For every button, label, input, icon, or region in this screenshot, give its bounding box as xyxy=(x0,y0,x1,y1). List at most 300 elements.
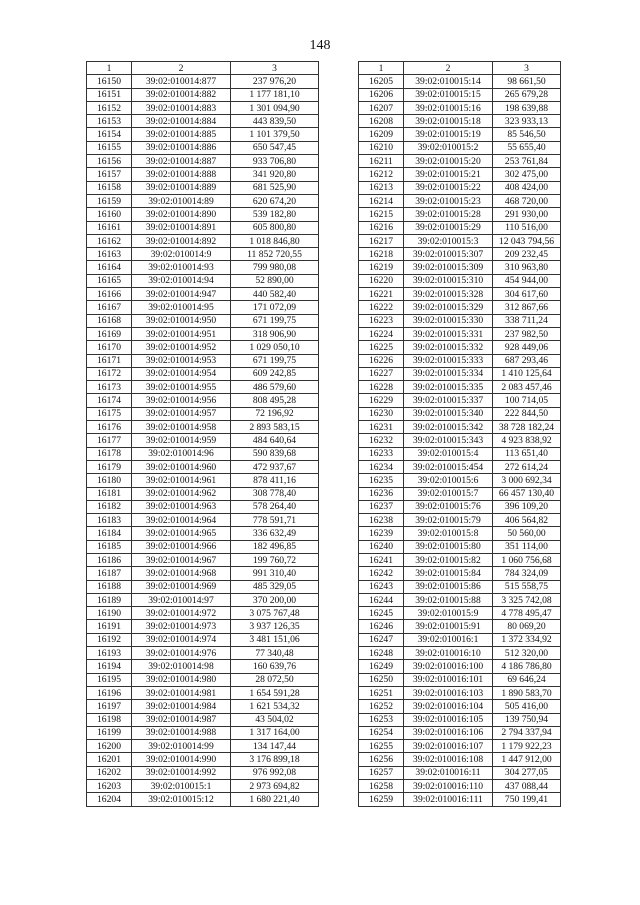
table-row xyxy=(87,274,319,287)
cell-row-number: 16245 xyxy=(359,607,404,620)
table-row xyxy=(87,141,319,154)
cell-cadastral-number: 39:02:010014:960 xyxy=(132,460,231,473)
table-row xyxy=(359,607,561,620)
table-row xyxy=(87,660,319,673)
cell-value: 50 560,00 xyxy=(493,527,561,540)
cell-value: 77 340,48 xyxy=(231,647,319,660)
cell-row-number: 16153 xyxy=(87,115,132,128)
cell-value: 318 906,90 xyxy=(231,327,319,340)
table-row xyxy=(359,301,561,314)
cell-row-number: 16151 xyxy=(87,88,132,101)
cell-row-number: 16194 xyxy=(87,660,132,673)
table-row xyxy=(87,314,319,327)
cell-cadastral-number: 39:02:010014:964 xyxy=(132,514,231,527)
cell-value: 1 447 912,00 xyxy=(493,753,561,766)
cell-cadastral-number: 39:02:010016:11 xyxy=(404,766,493,779)
cell-value: 302 475,00 xyxy=(493,168,561,181)
cell-row-number: 16248 xyxy=(359,647,404,660)
cell-cadastral-number: 39:02:010015:334 xyxy=(404,367,493,380)
cell-cadastral-number: 39:02:010015:88 xyxy=(404,593,493,606)
cell-value: 139 750,94 xyxy=(493,713,561,726)
table-row xyxy=(87,248,319,261)
table-row xyxy=(87,168,319,181)
table-row xyxy=(87,394,319,407)
cell-cadastral-number: 39:02:010014:947 xyxy=(132,288,231,301)
table-row xyxy=(359,487,561,500)
table-row xyxy=(359,314,561,327)
cell-row-number: 16243 xyxy=(359,580,404,593)
cell-value: 2 973 694,82 xyxy=(231,780,319,793)
cell-value: 976 992,08 xyxy=(231,766,319,779)
cell-value: 72 196,92 xyxy=(231,407,319,420)
cell-value: 308 778,40 xyxy=(231,487,319,500)
cell-value: 991 310,40 xyxy=(231,567,319,580)
cell-value: 1 177 181,10 xyxy=(231,88,319,101)
cell-row-number: 16176 xyxy=(87,421,132,434)
table-row xyxy=(359,128,561,141)
table-row xyxy=(87,128,319,141)
cell-cadastral-number: 39:02:010014:94 xyxy=(132,274,231,287)
cell-value: 11 852 720,55 xyxy=(231,248,319,261)
cell-cadastral-number: 39:02:010015:7 xyxy=(404,487,493,500)
table-row xyxy=(359,447,561,460)
cell-row-number: 16202 xyxy=(87,766,132,779)
table-row xyxy=(359,407,561,420)
cell-cadastral-number: 39:02:010015:342 xyxy=(404,421,493,434)
cell-cadastral-number: 39:02:010014:891 xyxy=(132,221,231,234)
cell-cadastral-number: 39:02:010014:959 xyxy=(132,434,231,447)
cell-row-number: 16237 xyxy=(359,500,404,513)
cell-value: 440 582,40 xyxy=(231,288,319,301)
cell-value: 341 920,80 xyxy=(231,168,319,181)
cell-cadastral-number: 39:02:010014:886 xyxy=(132,141,231,154)
table-row xyxy=(359,753,561,766)
cell-cadastral-number: 39:02:010015:21 xyxy=(404,168,493,181)
table-row xyxy=(359,553,561,566)
cell-value: 808 495,28 xyxy=(231,394,319,407)
cell-cadastral-number: 39:02:010014:951 xyxy=(132,327,231,340)
cell-row-number: 16229 xyxy=(359,394,404,407)
cell-cadastral-number: 39:02:010014:884 xyxy=(132,115,231,128)
table-row xyxy=(87,221,319,234)
cell-row-number: 16197 xyxy=(87,700,132,713)
table-body-right xyxy=(359,75,561,806)
cell-value: 237 982,50 xyxy=(493,327,561,340)
cell-value: 778 591,71 xyxy=(231,514,319,527)
cell-value: 237 976,20 xyxy=(231,75,319,88)
cell-cadastral-number: 39:02:010014:966 xyxy=(132,540,231,553)
cell-row-number: 16178 xyxy=(87,447,132,460)
cell-value: 100 714,05 xyxy=(493,394,561,407)
cell-cadastral-number: 39:02:010014:969 xyxy=(132,580,231,593)
cell-cadastral-number: 39:02:010015:331 xyxy=(404,327,493,340)
cell-cadastral-number: 39:02:010014:93 xyxy=(132,261,231,274)
cell-cadastral-number: 39:02:010016:104 xyxy=(404,700,493,713)
cell-row-number: 16177 xyxy=(87,434,132,447)
cell-value: 160 639,76 xyxy=(231,660,319,673)
cell-value: 3 000 692,34 xyxy=(493,474,561,487)
table-row xyxy=(359,713,561,726)
cell-value: 1 101 379,50 xyxy=(231,128,319,141)
table-row xyxy=(359,540,561,553)
cell-cadastral-number: 39:02:010015:337 xyxy=(404,394,493,407)
cell-cadastral-number: 39:02:010014:974 xyxy=(132,633,231,646)
cell-cadastral-number: 39:02:010015:79 xyxy=(404,514,493,527)
cell-value: 486 579,60 xyxy=(231,381,319,394)
cell-cadastral-number: 39:02:010014:965 xyxy=(132,527,231,540)
cell-value: 454 944,00 xyxy=(493,274,561,287)
table-row xyxy=(359,527,561,540)
cell-cadastral-number: 39:02:010014:889 xyxy=(132,181,231,194)
table-row xyxy=(359,221,561,234)
table-row xyxy=(359,766,561,779)
cell-cadastral-number: 39:02:010014:883 xyxy=(132,101,231,114)
cell-row-number: 16162 xyxy=(87,234,132,247)
cell-row-number: 16224 xyxy=(359,327,404,340)
cell-row-number: 16225 xyxy=(359,341,404,354)
cell-cadastral-number: 39:02:010014:962 xyxy=(132,487,231,500)
cell-cadastral-number: 39:02:010015:310 xyxy=(404,274,493,287)
cell-value: 3 325 742,08 xyxy=(493,593,561,606)
cell-value: 4 923 838,92 xyxy=(493,434,561,447)
cell-row-number: 16217 xyxy=(359,234,404,247)
cell-value: 310 963,80 xyxy=(493,261,561,274)
cell-row-number: 16184 xyxy=(87,527,132,540)
table-row xyxy=(359,793,561,806)
cell-cadastral-number: 39:02:010015:80 xyxy=(404,540,493,553)
cell-row-number: 16251 xyxy=(359,686,404,699)
cell-value: 171 072,09 xyxy=(231,301,319,314)
cell-cadastral-number: 39:02:010015:22 xyxy=(404,181,493,194)
cell-value: 484 640,64 xyxy=(231,434,319,447)
cell-value: 336 632,49 xyxy=(231,527,319,540)
cell-value: 69 646,24 xyxy=(493,673,561,686)
cell-cadastral-number: 39:02:010015:14 xyxy=(404,75,493,88)
cell-cadastral-number: 39:02:010016:103 xyxy=(404,686,493,699)
cell-cadastral-number: 39:02:010014:882 xyxy=(132,88,231,101)
table-row xyxy=(87,301,319,314)
table-row xyxy=(87,766,319,779)
table-row xyxy=(87,407,319,420)
cell-value: 351 114,00 xyxy=(493,540,561,553)
cell-row-number: 16221 xyxy=(359,288,404,301)
registry-table-left xyxy=(86,61,319,807)
cell-cadastral-number: 39:02:010015:23 xyxy=(404,194,493,207)
cell-row-number: 16228 xyxy=(359,381,404,394)
cell-row-number: 16159 xyxy=(87,194,132,207)
cell-cadastral-number: 39:02:010015:18 xyxy=(404,115,493,128)
table-row xyxy=(359,500,561,513)
cell-cadastral-number: 39:02:010015:76 xyxy=(404,500,493,513)
cell-row-number: 16236 xyxy=(359,487,404,500)
table-row xyxy=(359,341,561,354)
table-row xyxy=(87,447,319,460)
cell-value: 933 706,80 xyxy=(231,155,319,168)
table-row xyxy=(87,567,319,580)
cell-value: 406 564,82 xyxy=(493,514,561,527)
cell-row-number: 16173 xyxy=(87,381,132,394)
table-row xyxy=(359,660,561,673)
cell-cadastral-number: 39:02:010014:952 xyxy=(132,341,231,354)
table-row xyxy=(87,607,319,620)
cell-row-number: 16247 xyxy=(359,633,404,646)
cell-value: 472 937,67 xyxy=(231,460,319,473)
cell-value: 38 728 182,24 xyxy=(493,421,561,434)
table-row xyxy=(87,88,319,101)
table-row xyxy=(87,234,319,247)
cell-value: 265 679,28 xyxy=(493,88,561,101)
cell-value: 222 844,50 xyxy=(493,407,561,420)
cell-value: 199 760,72 xyxy=(231,553,319,566)
table-row xyxy=(87,593,319,606)
cell-row-number: 16231 xyxy=(359,421,404,434)
table-row xyxy=(359,381,561,394)
cell-value: 1 890 583,70 xyxy=(493,686,561,699)
cell-row-number: 16239 xyxy=(359,527,404,540)
table-row xyxy=(359,514,561,527)
table-row xyxy=(359,75,561,88)
table-row xyxy=(359,580,561,593)
cell-row-number: 16200 xyxy=(87,740,132,753)
cell-row-number: 16152 xyxy=(87,101,132,114)
table-row xyxy=(87,101,319,114)
cell-value: 671 199,75 xyxy=(231,354,319,367)
cell-cadastral-number: 39:02:010014:885 xyxy=(132,128,231,141)
cell-row-number: 16244 xyxy=(359,593,404,606)
cell-value: 1 410 125,64 xyxy=(493,367,561,380)
cell-value: 304 617,60 xyxy=(493,288,561,301)
cell-cadastral-number: 39:02:010014:887 xyxy=(132,155,231,168)
cell-row-number: 16157 xyxy=(87,168,132,181)
cell-cadastral-number: 39:02:010014:992 xyxy=(132,766,231,779)
cell-cadastral-number: 39:02:010015:329 xyxy=(404,301,493,314)
cell-row-number: 16220 xyxy=(359,274,404,287)
cell-row-number: 16219 xyxy=(359,261,404,274)
cell-row-number: 16191 xyxy=(87,620,132,633)
cell-value: 66 457 130,40 xyxy=(493,487,561,500)
cell-cadastral-number: 39:02:010015:309 xyxy=(404,261,493,274)
cell-value: 272 614,24 xyxy=(493,460,561,473)
cell-row-number: 16214 xyxy=(359,194,404,207)
cell-row-number: 16234 xyxy=(359,460,404,473)
column-header-value: 3 xyxy=(493,62,561,75)
cell-row-number: 16227 xyxy=(359,367,404,380)
table-row xyxy=(359,261,561,274)
cell-value: 2 083 457,46 xyxy=(493,381,561,394)
cell-cadastral-number: 39:02:010014:957 xyxy=(132,407,231,420)
cell-value: 1 179 922,23 xyxy=(493,740,561,753)
cell-value: 312 867,66 xyxy=(493,301,561,314)
table-row xyxy=(359,593,561,606)
cell-value: 671 199,75 xyxy=(231,314,319,327)
table-row xyxy=(87,327,319,340)
cell-cadastral-number: 39:02:010015:4 xyxy=(404,447,493,460)
cell-cadastral-number: 39:02:010015:12 xyxy=(132,793,231,806)
cell-row-number: 16182 xyxy=(87,500,132,513)
cell-value: 3 481 151,06 xyxy=(231,633,319,646)
cell-row-number: 16213 xyxy=(359,181,404,194)
cell-cadastral-number: 39:02:010015:343 xyxy=(404,434,493,447)
cell-cadastral-number: 39:02:010015:82 xyxy=(404,553,493,566)
table-row xyxy=(87,753,319,766)
cell-value: 1 621 534,32 xyxy=(231,700,319,713)
cell-row-number: 16160 xyxy=(87,208,132,221)
table-row xyxy=(87,367,319,380)
cell-row-number: 16150 xyxy=(87,75,132,88)
table-row xyxy=(87,474,319,487)
cell-value: 505 416,00 xyxy=(493,700,561,713)
cell-cadastral-number: 39:02:010014:950 xyxy=(132,314,231,327)
cell-value: 3 937 126,35 xyxy=(231,620,319,633)
cell-cadastral-number: 39:02:010014:988 xyxy=(132,726,231,739)
cell-cadastral-number: 39:02:010014:888 xyxy=(132,168,231,181)
table-row xyxy=(359,740,561,753)
cell-row-number: 16253 xyxy=(359,713,404,726)
cell-row-number: 16210 xyxy=(359,141,404,154)
table-row xyxy=(359,208,561,221)
table-row xyxy=(359,101,561,114)
cell-cadastral-number: 39:02:010014:961 xyxy=(132,474,231,487)
cell-value: 370 200,00 xyxy=(231,593,319,606)
table-row xyxy=(87,713,319,726)
cell-value: 198 639,88 xyxy=(493,101,561,114)
cell-cadastral-number: 39:02:010014:97 xyxy=(132,593,231,606)
cell-cadastral-number: 39:02:010016:107 xyxy=(404,740,493,753)
cell-cadastral-number: 39:02:010014:963 xyxy=(132,500,231,513)
cell-value: 578 264,40 xyxy=(231,500,319,513)
table-row xyxy=(359,367,561,380)
table-row xyxy=(359,88,561,101)
cell-row-number: 16174 xyxy=(87,394,132,407)
cell-row-number: 16168 xyxy=(87,314,132,327)
cell-cadastral-number: 39:02:010015:335 xyxy=(404,381,493,394)
cell-value: 1 680 221,40 xyxy=(231,793,319,806)
cell-cadastral-number: 39:02:010015:28 xyxy=(404,208,493,221)
cell-row-number: 16179 xyxy=(87,460,132,473)
cell-cadastral-number: 39:02:010015:330 xyxy=(404,314,493,327)
cell-row-number: 16215 xyxy=(359,208,404,221)
cell-cadastral-number: 39:02:010015:15 xyxy=(404,88,493,101)
cell-cadastral-number: 39:02:010015:2 xyxy=(404,141,493,154)
cell-row-number: 16185 xyxy=(87,540,132,553)
table-row xyxy=(359,700,561,713)
table-row xyxy=(359,620,561,633)
cell-row-number: 16175 xyxy=(87,407,132,420)
table-row xyxy=(359,673,561,686)
table-row xyxy=(87,514,319,527)
cell-row-number: 16241 xyxy=(359,553,404,566)
cell-value: 2 893 583,15 xyxy=(231,421,319,434)
cell-row-number: 16226 xyxy=(359,354,404,367)
cell-row-number: 16250 xyxy=(359,673,404,686)
cell-value: 396 109,20 xyxy=(493,500,561,513)
table-row xyxy=(87,700,319,713)
table-row xyxy=(87,208,319,221)
cell-cadastral-number: 39:02:010015:307 xyxy=(404,248,493,261)
cell-cadastral-number: 39:02:010016:106 xyxy=(404,726,493,739)
cell-row-number: 16166 xyxy=(87,288,132,301)
cell-value: 515 558,75 xyxy=(493,580,561,593)
cell-row-number: 16230 xyxy=(359,407,404,420)
table-row xyxy=(87,460,319,473)
cell-value: 12 043 794,56 xyxy=(493,234,561,247)
cell-row-number: 16223 xyxy=(359,314,404,327)
cell-cadastral-number: 39:02:010015:9 xyxy=(404,607,493,620)
cell-cadastral-number: 39:02:010014:976 xyxy=(132,647,231,660)
cell-cadastral-number: 39:02:010015:328 xyxy=(404,288,493,301)
table-row xyxy=(359,726,561,739)
cell-value: 110 516,00 xyxy=(493,221,561,234)
column-header-cadastral-number: 2 xyxy=(132,62,231,75)
cell-row-number: 16238 xyxy=(359,514,404,527)
cell-value: 799 980,08 xyxy=(231,261,319,274)
table-row xyxy=(359,686,561,699)
table-row xyxy=(359,234,561,247)
table-row xyxy=(87,740,319,753)
table-row xyxy=(359,274,561,287)
cell-row-number: 16156 xyxy=(87,155,132,168)
cell-cadastral-number: 39:02:010014:892 xyxy=(132,234,231,247)
table-row xyxy=(359,181,561,194)
table-row xyxy=(359,248,561,261)
cell-cadastral-number: 39:02:010015:91 xyxy=(404,620,493,633)
cell-row-number: 16189 xyxy=(87,593,132,606)
cell-cadastral-number: 39:02:010014:958 xyxy=(132,421,231,434)
cell-value: 539 182,80 xyxy=(231,208,319,221)
cell-value: 620 674,20 xyxy=(231,194,319,207)
cell-value: 1 654 591,28 xyxy=(231,686,319,699)
cell-row-number: 16207 xyxy=(359,101,404,114)
cell-value: 650 547,45 xyxy=(231,141,319,154)
cell-value: 98 661,50 xyxy=(493,75,561,88)
cell-row-number: 16170 xyxy=(87,341,132,354)
cell-value: 512 320,00 xyxy=(493,647,561,660)
table-row xyxy=(359,141,561,154)
cell-cadastral-number: 39:02:010015:8 xyxy=(404,527,493,540)
cell-row-number: 16233 xyxy=(359,447,404,460)
cell-cadastral-number: 39:02:010016:101 xyxy=(404,673,493,686)
table-row xyxy=(359,194,561,207)
cell-value: 485 329,05 xyxy=(231,580,319,593)
table-row xyxy=(359,567,561,580)
cell-row-number: 16158 xyxy=(87,181,132,194)
cell-row-number: 16257 xyxy=(359,766,404,779)
cell-cadastral-number: 39:02:010014:990 xyxy=(132,753,231,766)
cell-value: 291 930,00 xyxy=(493,208,561,221)
table-row xyxy=(359,647,561,660)
cell-row-number: 16171 xyxy=(87,354,132,367)
cell-row-number: 16190 xyxy=(87,607,132,620)
cell-row-number: 16187 xyxy=(87,567,132,580)
cell-value: 605 800,80 xyxy=(231,221,319,234)
cell-row-number: 16183 xyxy=(87,514,132,527)
cell-cadastral-number: 39:02:010015:84 xyxy=(404,567,493,580)
cell-value: 1 060 756,68 xyxy=(493,553,561,566)
cell-value: 3 176 899,18 xyxy=(231,753,319,766)
cell-value: 253 761,84 xyxy=(493,155,561,168)
cell-cadastral-number: 39:02:010014:972 xyxy=(132,607,231,620)
cell-cadastral-number: 39:02:010014:968 xyxy=(132,567,231,580)
table-row xyxy=(359,327,561,340)
cell-row-number: 16255 xyxy=(359,740,404,753)
cell-value: 928 449,06 xyxy=(493,341,561,354)
cell-value: 4 778 495,47 xyxy=(493,607,561,620)
table-row xyxy=(359,460,561,473)
cell-cadastral-number: 39:02:010015:1 xyxy=(132,780,231,793)
cell-value: 28 072,50 xyxy=(231,673,319,686)
cell-row-number: 16249 xyxy=(359,660,404,673)
cell-cadastral-number: 39:02:010015:454 xyxy=(404,460,493,473)
